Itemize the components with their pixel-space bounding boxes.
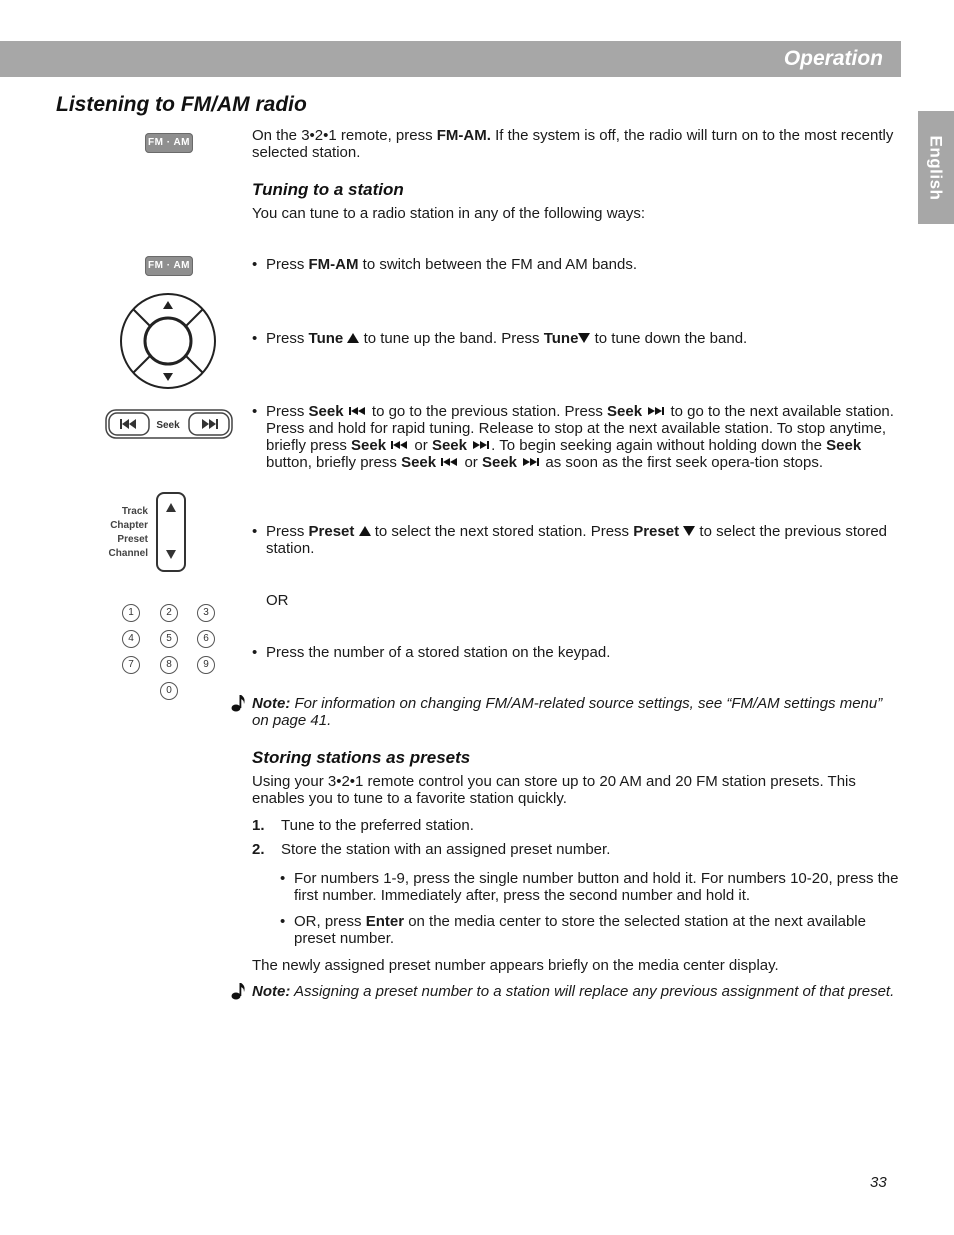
fm-am-button-illustration-2 (145, 256, 193, 276)
fm-am-button-illustration (145, 133, 193, 153)
music-note-icon (230, 981, 246, 1001)
page-title: Listening to FM/AM radio (56, 93, 307, 116)
tuning-note: Note: For information on changing FM/AM-related source settings, see “FM/AM settings menu” on page 41. (252, 695, 883, 729)
tune-navigation-pad-illustration (119, 292, 217, 390)
fm-am-button-label: FM · AM (147, 137, 190, 148)
rocker-labels (98, 505, 148, 561)
section-header-bar (0, 41, 901, 77)
up-triangle-icon (347, 333, 359, 343)
keypad-key-4: 4 (122, 630, 140, 648)
tuning-intro: You can tune to a radio station in any of the following ways: (252, 205, 646, 222)
rocker-label-preset: Preset (117, 534, 148, 545)
seek-button-label: Seek (156, 420, 180, 431)
tuning-bullet-seek: • Press Seek to go to the previous station. Press Seek to go to the next available station. Press and hold for rapid tuning. Release to stop at the next available station. To stop anytime, briefly press Seek or Seek . To begin seeking again without holding down the Seek button, briefly press Seek or Seek as soon as the first seek opera-tion stops. (252, 403, 894, 471)
keypad-key-6: 6 (197, 630, 215, 648)
preset-rocker-illustration (155, 491, 187, 573)
section-title: Operation (783, 47, 883, 70)
up-triangle-icon (359, 526, 371, 536)
tuning-bullet-tune: • Press Tune to tune up the band. Press Tune to tune down the band. (252, 330, 748, 347)
down-triangle-icon (683, 526, 695, 536)
previous-track-icon (440, 457, 460, 467)
seek-buttons-illustration (105, 409, 233, 439)
keypad-key-3: 3 (197, 604, 215, 622)
rocker-label-channel: Channel (108, 548, 148, 559)
down-triangle-icon (578, 333, 590, 343)
language-tab-label: English (926, 135, 946, 200)
storing-heading: Storing stations as presets (252, 748, 471, 767)
tuning-heading: Tuning to a station (252, 180, 404, 199)
keypad-key-9: 9 (197, 656, 215, 674)
rocker-label-chapter: Chapter (110, 520, 148, 531)
fm-am-button-label-2: FM · AM (147, 260, 190, 271)
storing-sub-bullet-numbers: • For numbers 1-9, press the single number button and hold it. For numbers 10-20, press the first number. Immediately after, press the second number and hold it. (280, 870, 899, 904)
music-note-icon (230, 693, 246, 713)
tuning-bullet-preset: • Press Preset to select the next stored station. Press Preset to select the previous stored station. (252, 523, 888, 557)
storing-after-text: The newly assigned preset number appears briefly on the media center display. (252, 957, 779, 974)
storing-step-1: 1. Tune to the preferred station. (252, 817, 474, 834)
keypad-key-0: 0 (160, 682, 178, 700)
next-track-icon (521, 457, 541, 467)
storing-note: Note: Assigning a preset number to a station will replace any previous assignment of that preset. (252, 983, 895, 1000)
keypad-key-7: 7 (122, 656, 140, 674)
tuning-bullet-keypad: • Press the number of a stored station on the keypad. (252, 644, 611, 661)
intro-paragraph: On the 3•2•1 remote, press FM-AM. If the system is off, the radio will turn on to the most recently selected station. (252, 127, 894, 161)
storing-intro: Using your 3•2•1 remote control you can store up to 20 AM and 20 FM station presets. This enables you to tune to a favorite station quickly. (252, 773, 856, 807)
next-track-icon (471, 440, 491, 450)
previous-track-icon (390, 440, 410, 450)
storing-sub-bullet-enter: • OR, press Enter on the media center to store the selected station at the next available preset number. (280, 913, 866, 947)
keypad-key-1: 1 (122, 604, 140, 622)
or-separator: OR (266, 592, 289, 609)
tuning-bullet-fm-am: • Press FM-AM to switch between the FM and AM bands. (252, 256, 637, 273)
next-track-icon (646, 406, 666, 416)
keypad-key-8: 8 (160, 656, 178, 674)
previous-track-icon (348, 406, 368, 416)
storing-step-2: 2. Store the station with an assigned preset number. (252, 841, 611, 858)
keypad-key-5: 5 (160, 630, 178, 648)
keypad-key-2: 2 (160, 604, 178, 622)
keypad-illustration (120, 603, 220, 703)
page-number: 33 (870, 1174, 887, 1191)
language-tab (918, 111, 954, 224)
rocker-label-track: Track (121, 506, 148, 517)
